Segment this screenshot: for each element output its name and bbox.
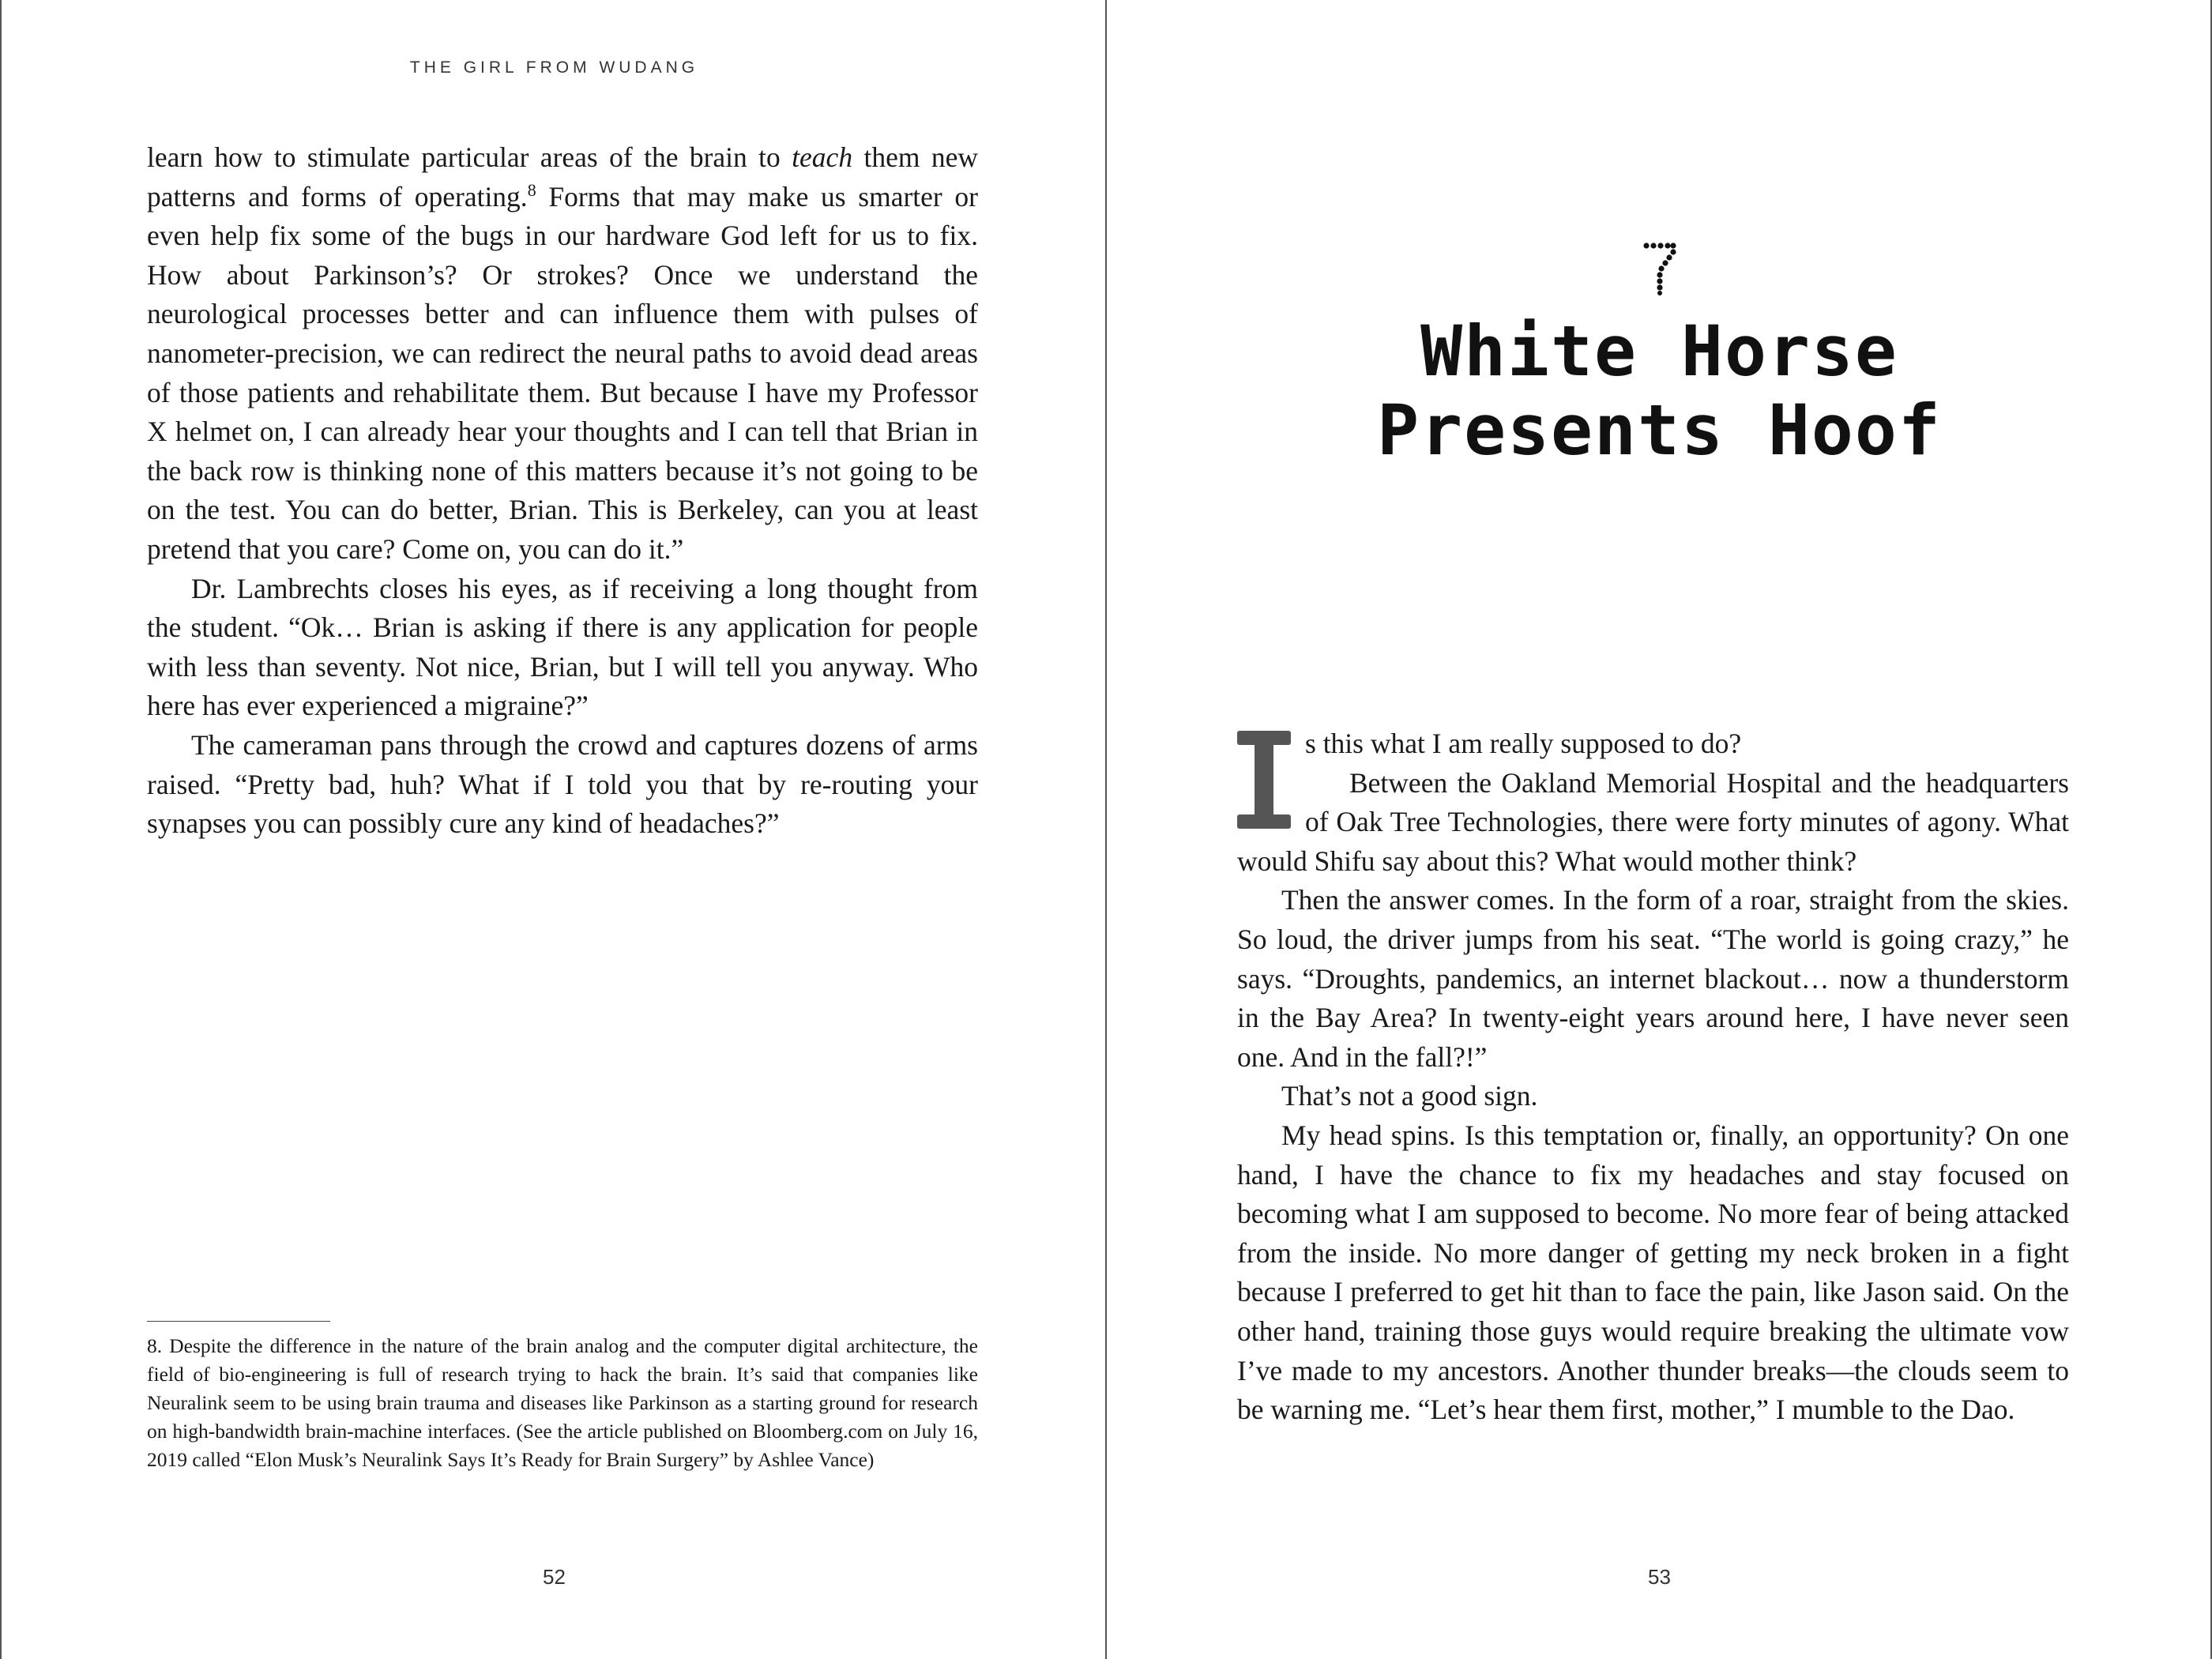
footnote (147, 1332, 978, 1474)
running-head: THE GIRL FROM WUDANG (409, 58, 699, 77)
page-number: 53 (1648, 1565, 1671, 1589)
footnote-reference[interactable]: 8 (527, 179, 536, 200)
text-run: learn how to stimulate particular areas of the brain to (147, 141, 792, 173)
chapter-title-line-2: Presents Hoof (1377, 389, 1942, 471)
paragraph: The cameraman pans through the crowd and captures dozens of arms raised. “Pretty bad, huh? What if I told you that by re-routing your synapses you can possibly cure any kind of headaches?” (147, 728, 978, 840)
paragraph: Then the answer comes. In the form of a roar, straight from the skies. So loud, the driver jumps from his seat. “The world is going crazy,” he says. “Droughts, pandemics, an internet blackout… now a thunderstorm in the Bay Area? In twenty-eight years around here, I have never seen one. And in the fall?!” (1237, 884, 2069, 1073)
text-run: them new patterns and forms of operating. (147, 141, 978, 213)
footnote-rule (147, 1321, 330, 1322)
left-page (0, 0, 1105, 1659)
emphasis-text: teach (792, 141, 853, 173)
dotted-seven-icon (1642, 242, 1677, 295)
right-page (1107, 0, 2212, 1659)
footnote-number: 8. (147, 1334, 163, 1357)
chapter-title-line-1: White Horse (1420, 310, 1898, 392)
paragraph: s this what I am really supposed to do? (1305, 728, 1742, 759)
drop-cap-letter (1237, 731, 1291, 829)
chapter-title (1107, 312, 2212, 470)
paragraph: That’s not a good sign. (1281, 1080, 1538, 1112)
paragraph: My head spins. Is this temptation or, finally, an opportunity? On one hand, I have the chance to fix my headaches and stay focused on becoming what I am supposed to become. No more fear of being attacked from the inside. No more danger of getting my neck broken in a fight because I preferred to get hit than to face the pain, like Jason said. On the other hand, training those guys would require breaking the ultimate vow I’ve made to my ancestors. Another thunder breaks—the clouds seem to be warning me. “Let’s hear them first, mother,” I mumble to the Dao. (1237, 1119, 2069, 1426)
paragraph (147, 138, 978, 570)
opening-paragraphs (1237, 724, 2069, 881)
left-body-text (147, 138, 978, 844)
paragraph: Between the Oakland Memorial Hospital and the headquarters of Oak Tree Technologies, there were forty minutes of agony. What would Shifu say about this? What would mother think? (1237, 766, 2069, 877)
footnote-text: Despite the difference in the nature of the brain analog and the computer digital architecture, the field of bio-engineering is full of research trying to hack the brain. It’s said that companies like Neuralink seem to be using brain trauma and diseases like Parkinson as a starting ground for research on high-bandwidth brain-machine interfaces. (See the article published on Bloomberg.com on July 16, 2019 called “Elon Musk’s Neuralink Says It’s Ready for Brain Surgery” by Ashlee Vance) (147, 1334, 978, 1471)
paragraph: Dr. Lambrechts closes his eyes, as if receiving a long thought from the student. “Ok… Brian is asking if there is any application for people with less than seventy. Not nice, Brian, but I will tell you anyway. Who here has ever experienced a migraine?” (147, 572, 978, 722)
page-number: 52 (543, 1565, 566, 1589)
drop-cap-text: I (1263, 794, 1265, 795)
text-run: Forms that may make us smarter or even help fix some of the bugs in our hardware God left for us to fix. How about Parkinson’s? Or strokes? Once we understand the neurological processes better and can influence them with pulses of nanometer-precision, we can redirect the neural paths to avoid dead areas of those patients and rehabilitate them. But because I have my Professor X helmet on, I can already hear your thoughts and I can tell that Brian in the back row is thinking none of this matters because it’s not going to be on the test. You can do better, Brian. This is Berkeley, can you at least pretend that you care? Come on, you can do it.” (147, 180, 978, 565)
chapter-number (1107, 242, 2212, 295)
right-body-text (1237, 724, 2069, 1430)
